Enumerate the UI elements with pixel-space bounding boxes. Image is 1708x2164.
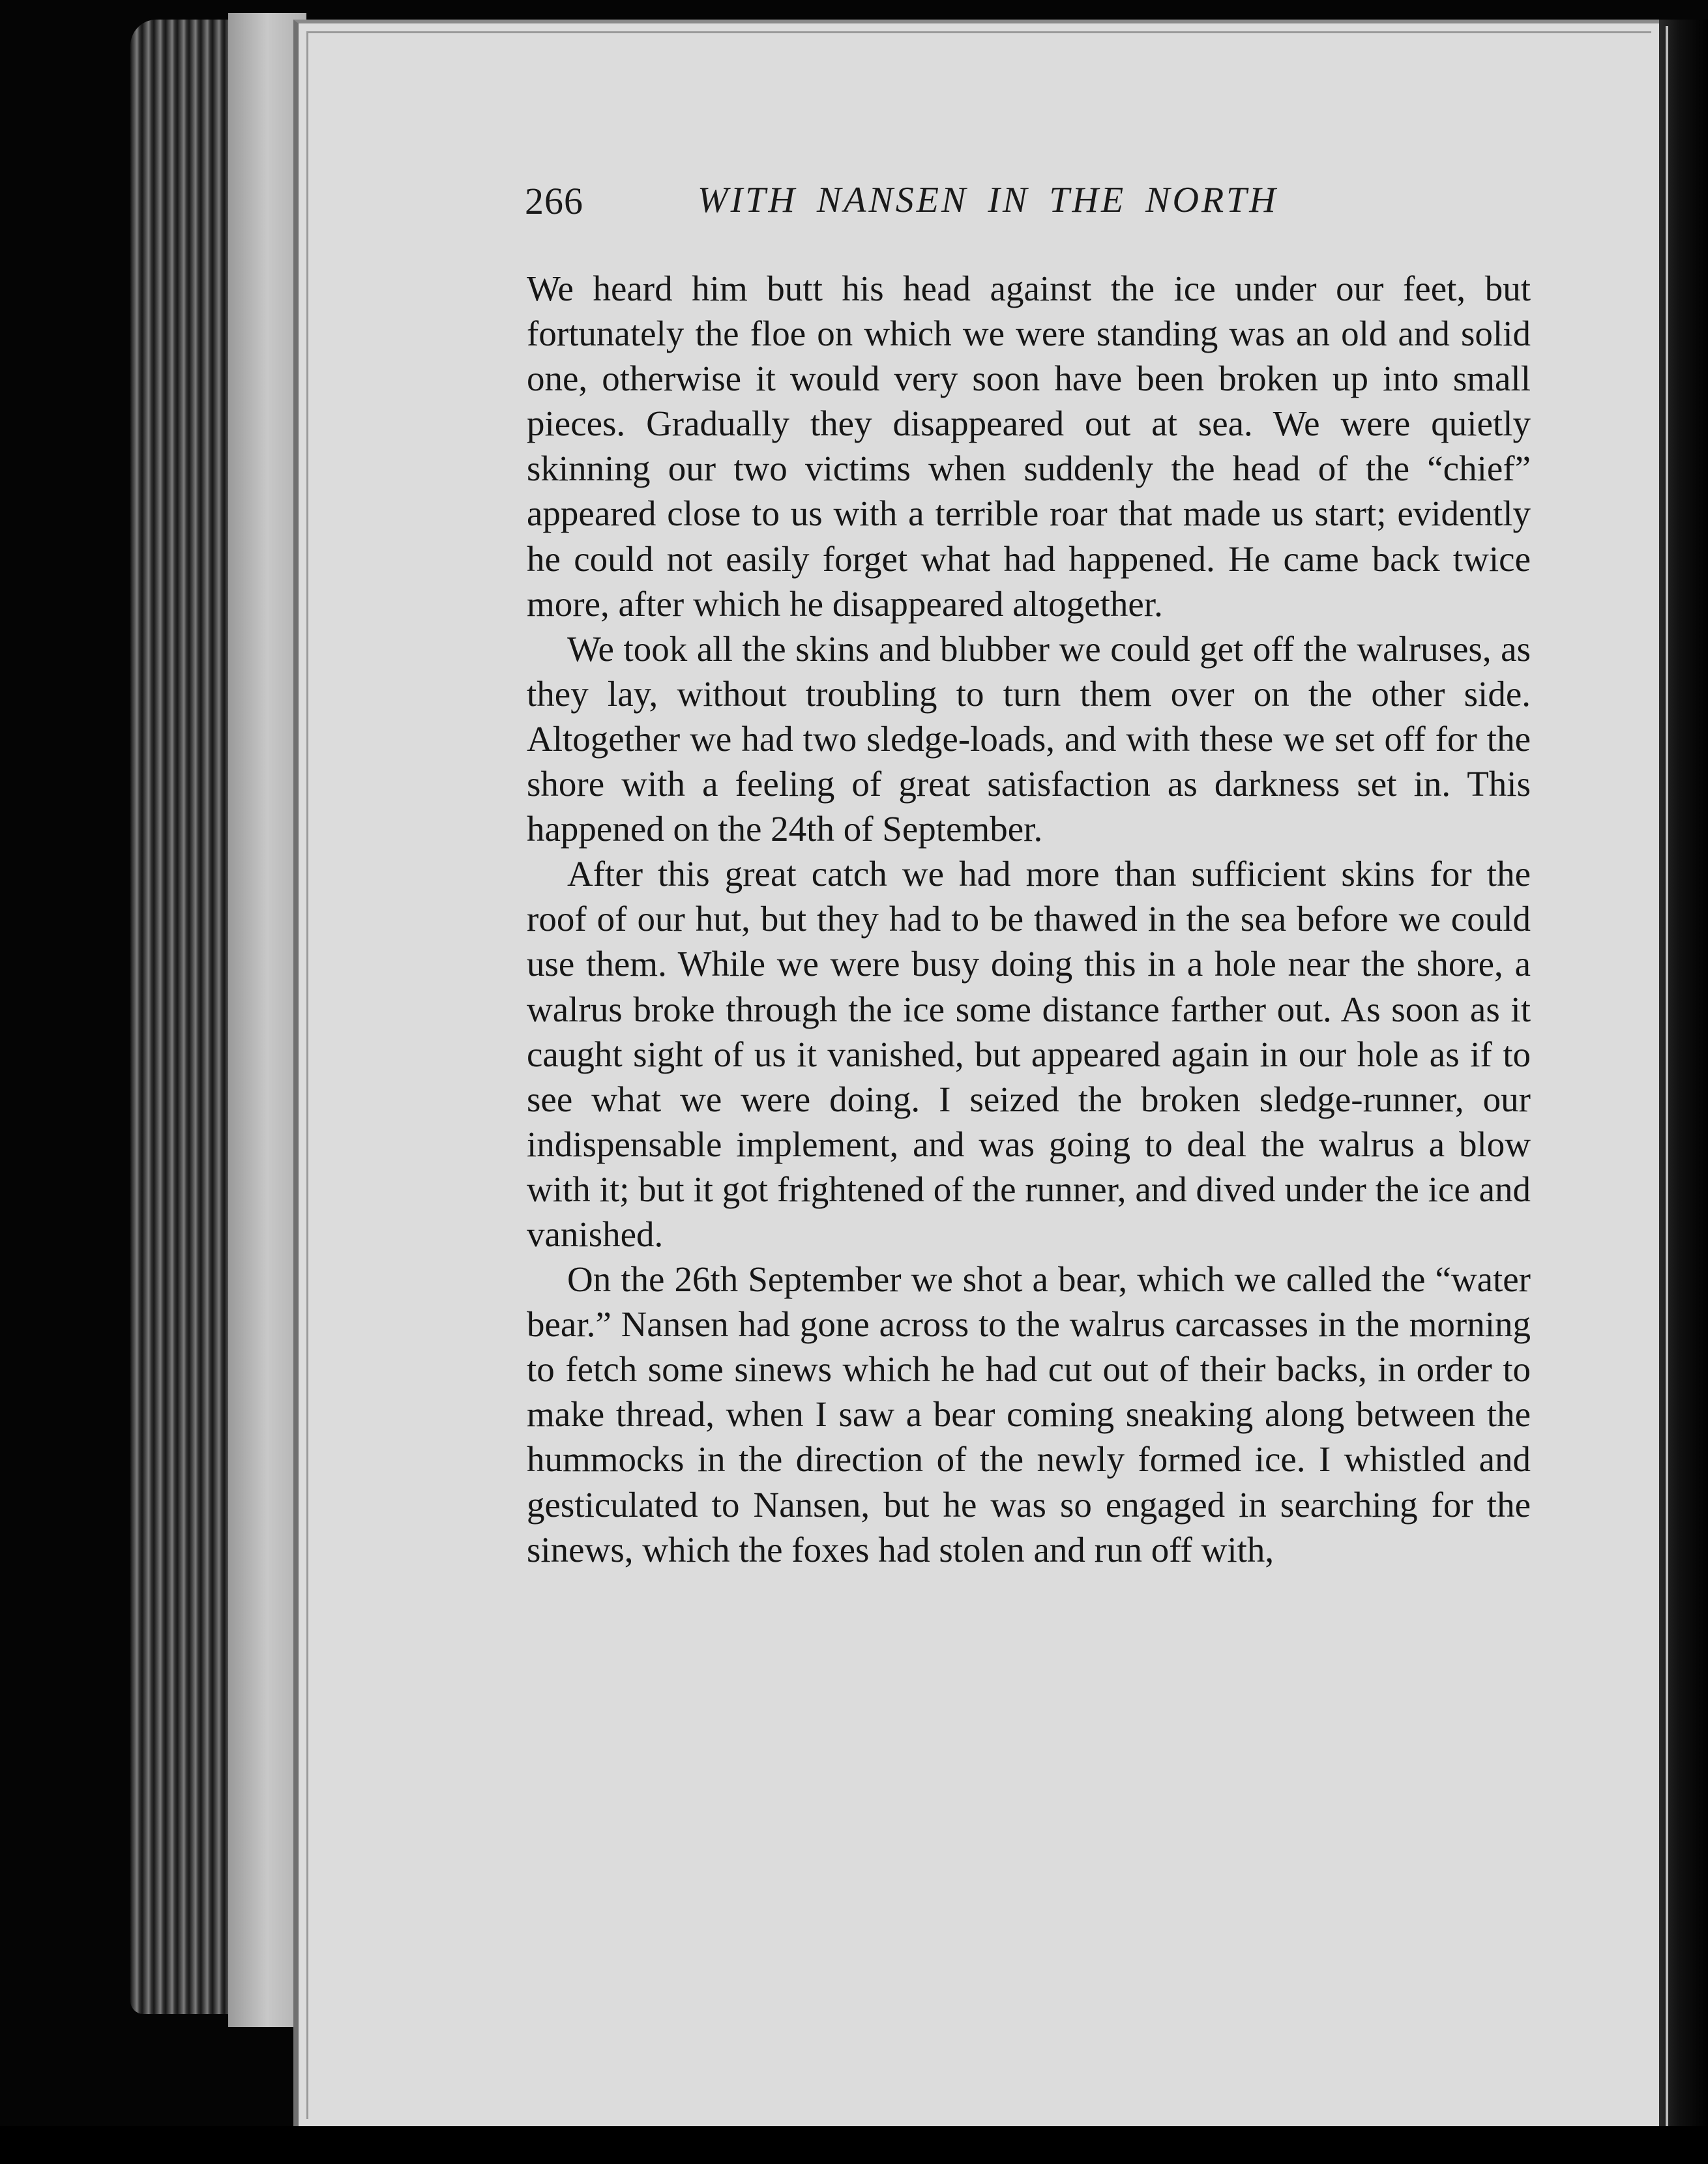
paragraph-4: On the 26th September we shot a bear, which we called the “water bear.” Nansen had gone across to the walrus carcasses in the morning to fetch some sinews which he had cut out of their backs, in order to make thread, when I saw a bear coming sneaking along between the hummocks in the direction of the newly formed ice. I whistled and gesticulated to Nansen, but he was so engaged in searching for the sinews, which the foxes had stolen and run off with, — [527, 1259, 1531, 1570]
page-number: 266 — [525, 180, 583, 222]
running-title: WITH NANSEN IN THE NORTH — [698, 180, 1278, 220]
page-header — [525, 179, 1372, 231]
bottom-border — [0, 2126, 1708, 2164]
paragraph-3: After this great catch we had more than sufficient skins for the roof of our hut, but they had to be thawed in the sea before we could use them. While we were busy doing this in a hole near the shore, a walrus broke through the ice some distance farther out. As soon as it caught sight of us it vanished, but appeared again in our hole as if to see what we were doing. I seized the broken sledge-runner, our indispensable implement, and was going to deal the walrus a blow with it; but it got frightened of the runner, and dived under the ice and vanished. — [527, 854, 1531, 1254]
body-text — [527, 266, 1531, 1572]
paragraph-2: We took all the skins and blubber we could get off the walruses, as they lay, without troubling to turn them over on the other side. Altogether we had two sledge-loads, and with these we set off for the shore with a feeling of great satisfaction as darkness set in. This happened on the 24th of September. — [527, 628, 1531, 849]
paragraph-1: We heard him butt his head against the ice under our feet, but fortunately the floe on which we were standing was an old and solid one, otherwise it would very soon have been broken up into small pieces. Gradually they disappeared out at sea. We were quietly skinning our two victims when suddenly the head of the “chief” appeared close to us with a terrible roar that made us start; evidently he could not easily forget what had happened. He came back twice more, after which he disappeared altogether. — [527, 269, 1531, 624]
facing-page-edge — [1666, 26, 1668, 2138]
